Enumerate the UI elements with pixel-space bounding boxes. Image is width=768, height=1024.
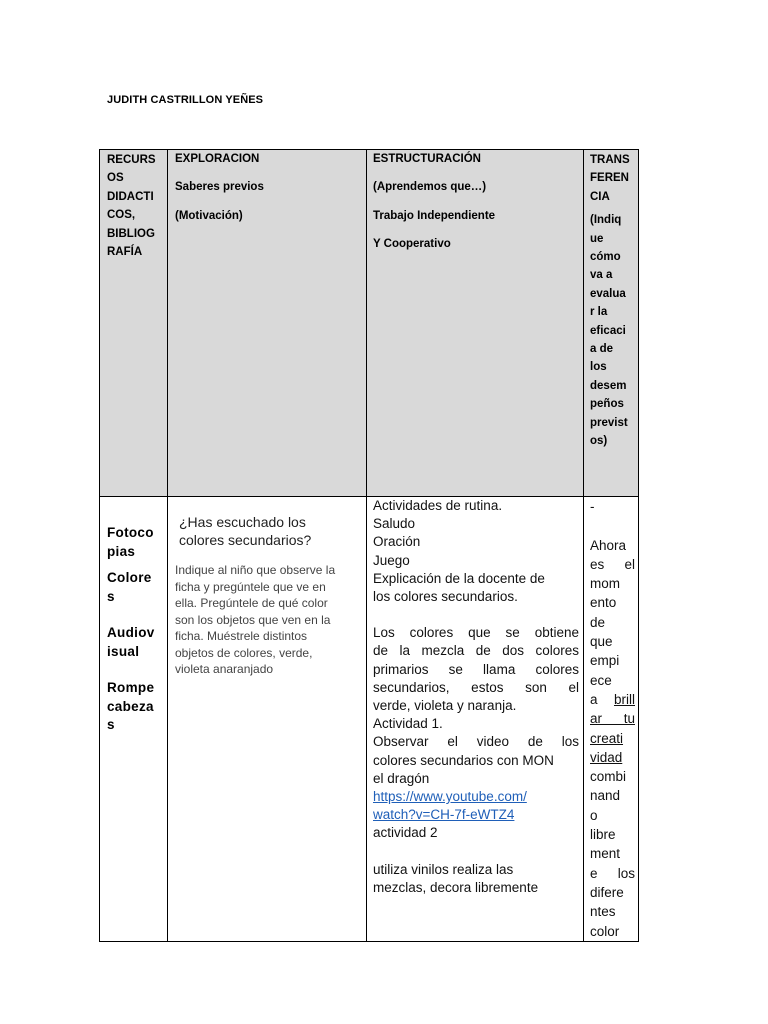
structuring-routine: los colores secundarios. — [373, 589, 518, 605]
transfer-text: difere — [590, 884, 624, 900]
header-resources-text: OS — [107, 172, 124, 185]
header-structuring-text: ESTRUCTURACIÓN — [373, 153, 481, 165]
structuring-video-text: colores secundarios con MON — [373, 752, 554, 768]
header-exploration-text: (Motivación) — [175, 209, 243, 222]
header-structuring-text: Y Cooperativo — [373, 238, 451, 251]
exploration-cell — [168, 497, 367, 942]
header-transfer-note: a de — [590, 343, 614, 356]
structuring-mix-text: mezclas, decora libremente — [373, 879, 539, 895]
resource-item — [107, 524, 163, 561]
header-transfer-note: desem — [590, 379, 627, 392]
exploration-instruction: Indique al niño que observe la — [175, 563, 336, 577]
header-transfer-note: os) — [590, 435, 608, 448]
exploration-instruction: ella. Pregúntele de qué color — [175, 596, 328, 610]
transfer-text: - — [590, 499, 595, 514]
structuring-routine: Actividades de rutina. — [373, 498, 503, 513]
transfer-text: o — [590, 807, 598, 823]
exploration-instruction: son los objetos que ven en la — [175, 612, 331, 627]
header-transfer-note: ue — [590, 232, 604, 245]
transfer-text: ece — [590, 672, 612, 688]
transfer-text: e los — [590, 865, 635, 881]
transfer-text: empi — [590, 653, 620, 669]
structuring-paragraph: primarios se llama colores — [373, 661, 579, 677]
transfer-text: que — [590, 634, 613, 650]
exploration-instruction: violeta anaranjado — [175, 662, 274, 676]
transfer-text: combi — [590, 769, 627, 785]
header-structuring-text: Trabajo Independiente — [373, 209, 496, 222]
structuring-video-text: Observar el video de los — [373, 734, 579, 750]
structuring-paragraph: verde, violeta y naranja. — [373, 698, 517, 714]
resource-item-text: s — [107, 717, 115, 732]
transfer-text: mom — [590, 576, 620, 592]
transfer-underlined: brill — [613, 691, 635, 707]
header-resources-text: RECURS — [107, 154, 156, 166]
resource-item-text: pias — [107, 543, 136, 559]
header-transfer-note: los — [590, 361, 607, 374]
header-resources-text: BIBLIOG — [107, 227, 155, 240]
transfer-text — [590, 516, 635, 535]
structuring-activity: actividad 2 — [373, 825, 438, 841]
table-body-row — [100, 497, 639, 942]
header-transfer — [584, 150, 639, 497]
resource-item-text: s — [107, 588, 115, 604]
header-exploration-text: Saberes previos — [175, 181, 264, 194]
author-name: JUDITH CASTRILLON YEÑES — [107, 94, 264, 106]
transfer-text — [590, 690, 635, 709]
exploration-instruction: ficha. Muéstrele distintos — [175, 629, 308, 643]
resource-item-text: isual — [107, 643, 140, 659]
resource-item — [107, 679, 163, 735]
header-transfer-title: TRANS — [590, 154, 630, 166]
transfer-text: Ahora — [590, 537, 627, 553]
header-resources-text: RAFÍA — [107, 246, 143, 259]
resource-item-text: Fotoco — [107, 525, 154, 540]
header-transfer-note: r la — [590, 306, 608, 319]
header-structuring-text: (Aprendemos que…) — [373, 181, 487, 194]
structuring-paragraph: secundarios, estos son el — [373, 679, 579, 695]
header-transfer-note: cómo — [590, 251, 621, 264]
header-transfer-note: peños — [590, 398, 624, 411]
header-transfer-note: eficaci — [590, 324, 626, 337]
header-transfer-title: FEREN — [590, 172, 629, 185]
header-structuring — [367, 150, 584, 497]
structuring-mix-text: utiliza vinilos realiza las — [373, 861, 514, 877]
header-resources — [100, 150, 168, 497]
table-header-row — [100, 150, 639, 497]
transfer-cell — [584, 497, 639, 942]
transfer-text: ento — [590, 595, 617, 611]
header-exploration-text: EXPLORACION — [175, 153, 260, 165]
video-link[interactable]: watch?v=CH-7f-eWTZ4 — [373, 807, 515, 823]
transfer-text: ment — [590, 846, 621, 862]
structuring-paragraph: Los colores que se obtiene — [373, 625, 579, 641]
lesson-plan-table — [99, 149, 639, 942]
header-transfer-note: va a — [590, 269, 613, 282]
structuring-cell — [367, 497, 584, 942]
header-resources-text: COS, — [107, 209, 136, 222]
structuring-routine: Oración — [373, 534, 421, 550]
exploration-question: ¿Has escuchado los — [179, 514, 306, 530]
resources-cell — [100, 497, 168, 942]
transfer-text: es el — [590, 556, 635, 572]
header-transfer-note: (Indiq — [590, 214, 622, 227]
transfer-underlined: vidad — [590, 749, 623, 765]
transfer-text: libre — [590, 827, 616, 843]
video-link[interactable]: https://www.youtube.com/ — [373, 789, 527, 805]
exploration-question: colores secundarios? — [179, 532, 312, 548]
resource-item-text: cabeza — [107, 698, 154, 714]
structuring-routine: Explicación de la docente de — [373, 570, 545, 586]
exploration-instruction: objetos de colores, verde, — [175, 645, 313, 660]
transfer-text: ntes — [590, 904, 616, 920]
structuring-video-text: el dragón — [373, 770, 430, 786]
transfer-text: a — [590, 691, 614, 707]
transfer-text: color — [590, 923, 620, 939]
header-transfer-note: evalua — [590, 287, 626, 300]
structuring-activity: Actividad 1. — [373, 716, 443, 732]
structuring-routine: Saludo — [373, 516, 416, 532]
transfer-text: de — [590, 614, 606, 630]
header-transfer-note: previst — [590, 416, 628, 429]
header-transfer-title: CIA — [590, 190, 610, 203]
structuring-routine: Juego — [373, 552, 410, 568]
resource-item — [107, 569, 163, 606]
exploration-instruction: ficha y pregúntele que ve en — [175, 579, 326, 594]
transfer-underlined: creati — [590, 730, 624, 746]
transfer-underlined: ar tu — [590, 711, 635, 727]
transfer-text: nand — [590, 788, 621, 804]
structuring-paragraph: de la mezcla de dos colores — [373, 643, 579, 659]
resource-item — [107, 624, 163, 661]
resource-item-text: Rompe — [107, 680, 155, 695]
header-exploration — [168, 150, 367, 497]
resource-item-text: Colore — [107, 570, 152, 585]
header-resources-text: DIDACTI — [107, 190, 154, 203]
resource-item-text: Audiov — [107, 625, 155, 640]
